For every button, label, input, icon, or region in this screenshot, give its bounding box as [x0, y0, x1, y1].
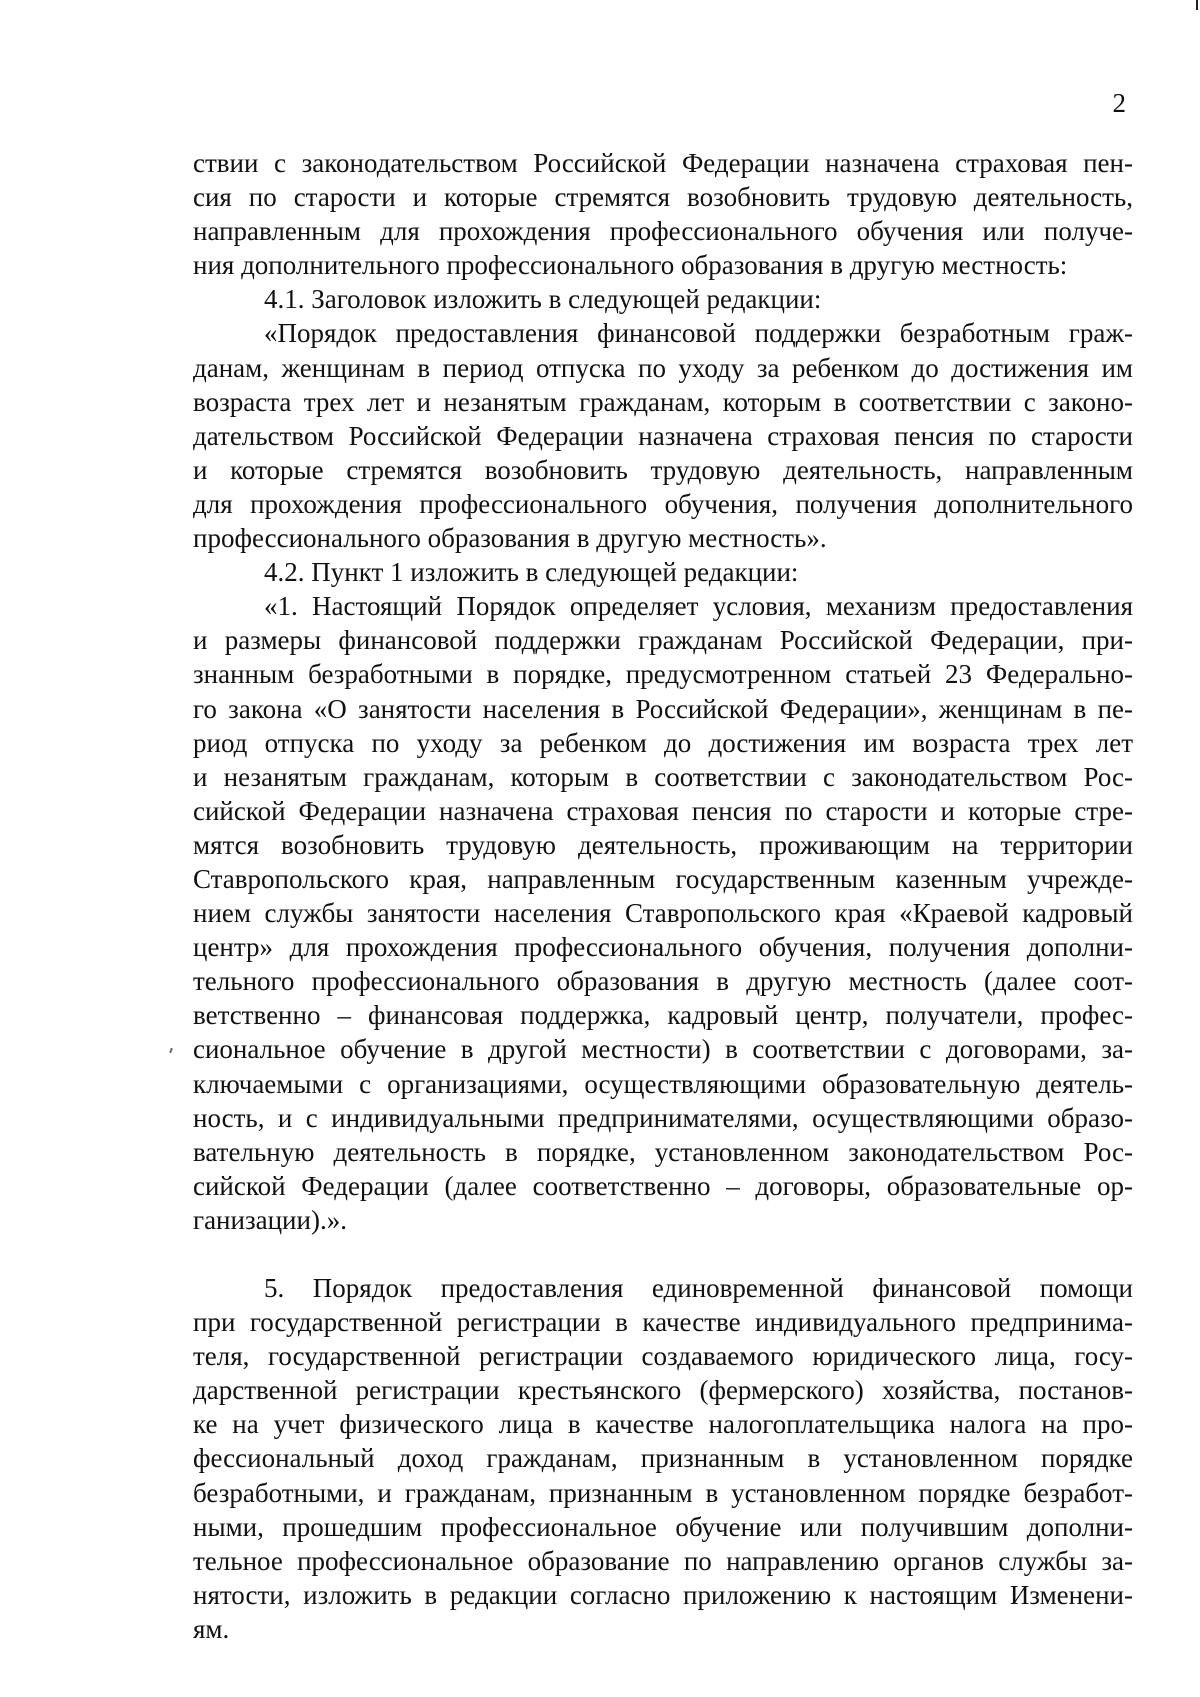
paragraph	[193, 1271, 1133, 1646]
text-line: го закона «О занятости населения в Российской Федерации», женщинам в пе-	[193, 693, 1133, 724]
text-line: Ставропольского края, направленным государственным казенным учрежде-	[193, 863, 1133, 894]
text-line: нием службы занятости населения Ставропольского края «Краевой кадровый	[193, 898, 1133, 929]
text-line: дательством Российской Федерации назначена страховая пенсия по старости	[193, 420, 1133, 451]
text-line: риод отпуска по уходу за ребенком до достижения им возраста трех лет	[193, 727, 1133, 758]
text-line: и незанятым гражданам, которым в соответствии с законодательством Рос-	[193, 761, 1133, 792]
text-line: фессиональный доход гражданам, признанным в установленном порядке	[193, 1443, 1133, 1474]
text-line: сиональное обучение в другой местности) в соответствии с договорами, за-	[193, 1034, 1133, 1065]
text-line: «1. Настоящий Порядок определяет условия, механизм предоставления	[264, 591, 1133, 622]
paragraph-gap	[193, 1237, 1133, 1271]
text-line: тельного профессионального образования в другую местность (далее соот-	[193, 966, 1133, 997]
scan-edge-mark	[1196, 0, 1198, 10]
text-line: возраста трех лет и незанятым гражданам, которым в соответствии с законо-	[193, 386, 1133, 417]
text-line: и которые стремятся возобновить трудовую деятельность, направленным	[193, 454, 1133, 485]
text-line: теля, государственной регистрации создаваемого юридического лица, госу-	[193, 1341, 1133, 1372]
text-line: 4.1. Заголовок изложить в следующей редакции:	[264, 284, 822, 315]
text-line: профессионального образования в другую местность».	[193, 523, 827, 554]
scan-speck	[169, 1048, 173, 1053]
text-line: центр» для прохождения профессионального обучения, получения дополни-	[193, 932, 1133, 963]
text-line: знанным безработными в порядке, предусмотренном статьей 23 Федерально-	[193, 659, 1133, 690]
paragraph	[193, 316, 1133, 555]
text-line: ям.	[193, 1613, 230, 1644]
text-line: безработными, и гражданам, признанным в установленном порядке безработ-	[193, 1477, 1133, 1508]
text-line: нятости, изложить в редакции согласно приложению к настоящим Изменени-	[193, 1579, 1133, 1610]
text-line: ключаемыми с организациями, осуществляющими образовательную деятель-	[193, 1068, 1133, 1099]
text-line: данам, женщинам в период отпуска по уходу за ребенком до достижения им	[193, 352, 1133, 383]
text-line: 4.2. Пункт 1 изложить в следующей редакции:	[264, 557, 799, 588]
text-line: ния дополнительного профессионального образования в другую местность:	[193, 250, 1068, 281]
text-line: сийской Федерации назначена страховая пенсия по старости и которые стре-	[193, 795, 1133, 826]
text-line: дарственной регистрации крестьянского (фермерского) хозяйства, постанов-	[193, 1375, 1133, 1406]
text-line: вательную деятельность в порядке, установленном законодательством Рос-	[193, 1136, 1133, 1167]
text-line: и размеры финансовой поддержки гражданам Российской Федерации, при-	[193, 625, 1133, 656]
text-line: ветственно – финансовая поддержка, кадровый центр, получатели, профес-	[193, 1000, 1133, 1031]
paragraph	[193, 282, 1133, 316]
text-line: 5. Порядок предоставления единовременной финансовой помощи	[264, 1273, 1133, 1303]
paragraph	[193, 555, 1133, 589]
text-line: направленным для прохождения профессионального обучения или получе-	[193, 216, 1133, 247]
text-line: ке на учет физического лица в качестве налогоплательщика налога на про-	[193, 1409, 1133, 1440]
text-line: ность, и с индивидуальными предпринимателями, осуществляющими образо-	[193, 1102, 1133, 1133]
paragraph	[193, 146, 1133, 282]
text-line: тельное профессиональное образование по направлению органов службы за-	[193, 1545, 1133, 1576]
text-line: при государственной регистрации в качестве индивидуального предпринима-	[193, 1307, 1133, 1338]
page-number: 2	[1112, 88, 1126, 118]
text-line: сийской Федерации (далее соответственно – договоры, образовательные ор-	[193, 1170, 1133, 1201]
text-line: ствии с законодательством Российской Федерации назначена страховая пен-	[193, 148, 1133, 178]
text-line: для прохождения профессионального обучения, получения дополнительного	[193, 488, 1133, 519]
document-body	[193, 146, 1133, 1646]
text-line: сия по старости и которые стремятся возобновить трудовую деятельность,	[193, 182, 1133, 213]
paragraph	[193, 589, 1133, 1237]
text-line: «Порядок предоставления финансовой поддержки безработным граж-	[264, 318, 1133, 349]
text-line: ными, прошедшим профессиональное обучение или получившим дополни-	[193, 1511, 1133, 1542]
text-line: мятся возобновить трудовую деятельность, проживающим на территории	[193, 829, 1133, 860]
text-line: ганизации).».	[193, 1204, 347, 1235]
